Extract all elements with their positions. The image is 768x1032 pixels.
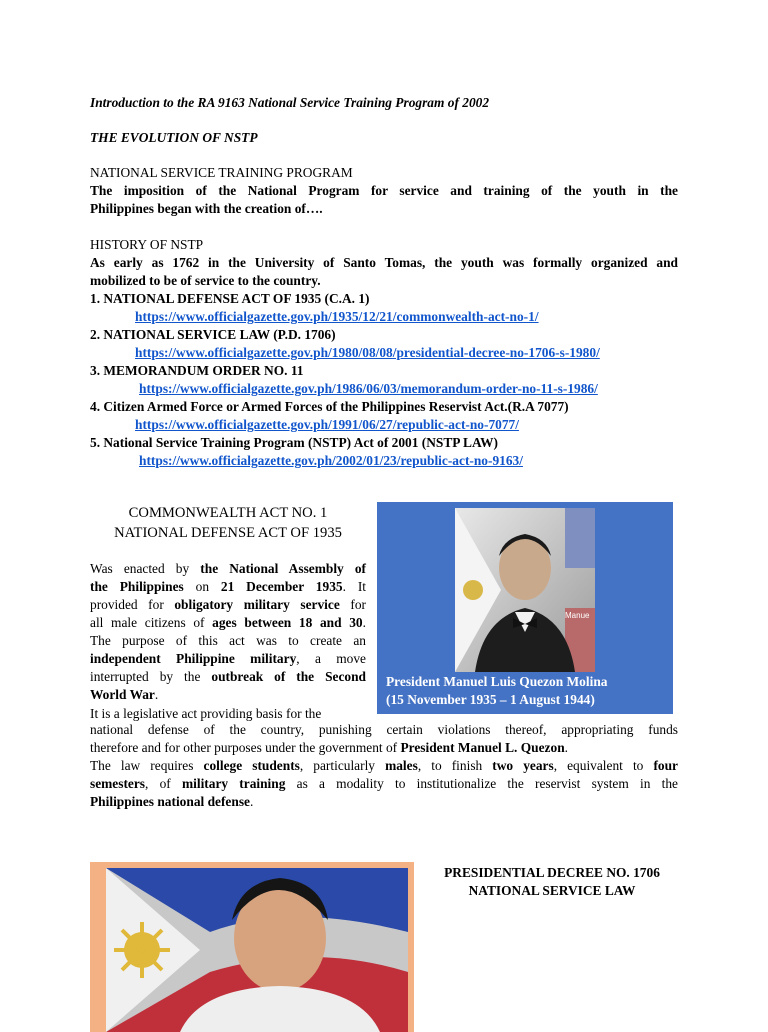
- history-text-line-1: As early as 1762 in the University of Santo Tomas, the youth was formally organized and: [90, 255, 678, 270]
- marcos-portrait-image: [90, 862, 414, 1032]
- ca1-p2-line-3: therefore and for other purposes under the government of President Manuel L. Quezon.: [90, 740, 569, 755]
- history-item-1: 1. NATIONAL DEFENSE ACT OF 1935 (C.A. 1): [90, 291, 370, 306]
- history-link-3[interactable]: https://www.officialgazette.gov.ph/1986/06/03/memorandum-order-no-11-s-1986/: [139, 381, 598, 396]
- history-item-5: 5. National Service Training Program (NSTP) Act of 2001 (NSTP LAW): [90, 435, 499, 450]
- ca1-p3-line-1: The law requires college students, particularly males, to finish two years, equivalent to four: [90, 758, 678, 773]
- ca1-p1-line-3: provided for obligatory military service for: [90, 597, 366, 612]
- ca1-p1-line-7: interrupted by the outbreak of the Second: [90, 669, 367, 684]
- ca1-p3-line-2: semesters, of military training as a modality to institutionalize the reservist system in the: [90, 776, 678, 791]
- history-link-1[interactable]: https://www.officialgazette.gov.ph/1935/12/21/commonwealth-act-no-1/: [135, 309, 539, 324]
- history-text-line-2: mobilized to be of service to the country.: [90, 273, 321, 288]
- quezon-caption-2: (15 November 1935 – 1 August 1944): [386, 692, 595, 707]
- history-item-2: 2. NATIONAL SERVICE LAW (P.D. 1706): [90, 327, 336, 342]
- ca1-heading-2: NATIONAL DEFENSE ACT OF 1935: [114, 525, 342, 541]
- history-link-2[interactable]: https://www.officialgazette.gov.ph/1980/08/08/presidential-decree-no-1706-s-1980/: [135, 345, 600, 360]
- ca1-heading-1: COMMONWEALTH ACT NO. 1: [128, 505, 328, 521]
- quezon-photo-box: [377, 502, 673, 714]
- photo-caption-text: Manue: [565, 611, 590, 620]
- history-link-4[interactable]: https://www.officialgazette.gov.ph/1991/06/27/republic-act-no-7077/: [135, 417, 519, 432]
- ca1-p1-line-8: World War.: [90, 687, 159, 702]
- quezon-caption-1: President Manuel Luis Quezon Molina: [386, 674, 608, 689]
- quezon-portrait-image: [455, 508, 595, 672]
- ca1-p1-line-4: all male citizens of ages between 18 and 30.: [90, 615, 366, 630]
- history-item-3: 3. MEMORANDUM ORDER NO. 11: [90, 363, 304, 378]
- nstp-heading: NATIONAL SERVICE TRAINING PROGRAM: [90, 165, 353, 180]
- history-heading: HISTORY OF NSTP: [90, 237, 204, 252]
- ca1-p1-line-1: Was enacted by the National Assembly of: [90, 561, 366, 576]
- marcos-photo-box: [90, 862, 414, 1032]
- evolution-heading: THE EVOLUTION OF NSTP: [90, 130, 258, 145]
- pd1706-heading-2: NATIONAL SERVICE LAW: [468, 883, 636, 898]
- ca1-p1-line-2: the Philippines on 21 December 1935. It: [90, 579, 367, 594]
- intro-title: Introduction to the RA 9163 National Service Training Program of 2002: [90, 95, 490, 110]
- nstp-text-line-1: The imposition of the National Program for service and training of the youth in the: [90, 183, 678, 198]
- ca1-p2-line-1: It is a legislative act providing basis for the: [90, 706, 322, 721]
- history-link-5[interactable]: https://www.officialgazette.gov.ph/2002/01/23/republic-act-no-9163/: [139, 453, 523, 468]
- ca1-p3-line-3: Philippines national defense.: [90, 794, 254, 809]
- ca1-p1-line-6: independent Philippine military, a move: [90, 651, 366, 666]
- ca1-p2-line-2: national defense of the country, punishing certain violations thereof, appropriating funds: [90, 722, 678, 737]
- nstp-text-line-2: Philippines began with the creation of….: [90, 201, 323, 216]
- history-item-4: 4. Citizen Armed Force or Armed Forces of the Philippines Reservist Act.(R.A 7077): [90, 399, 569, 414]
- ca1-p1-line-5: The purpose of this act was to create an: [90, 633, 366, 648]
- pd1706-heading-1: PRESIDENTIAL DECREE NO. 1706: [444, 865, 660, 880]
